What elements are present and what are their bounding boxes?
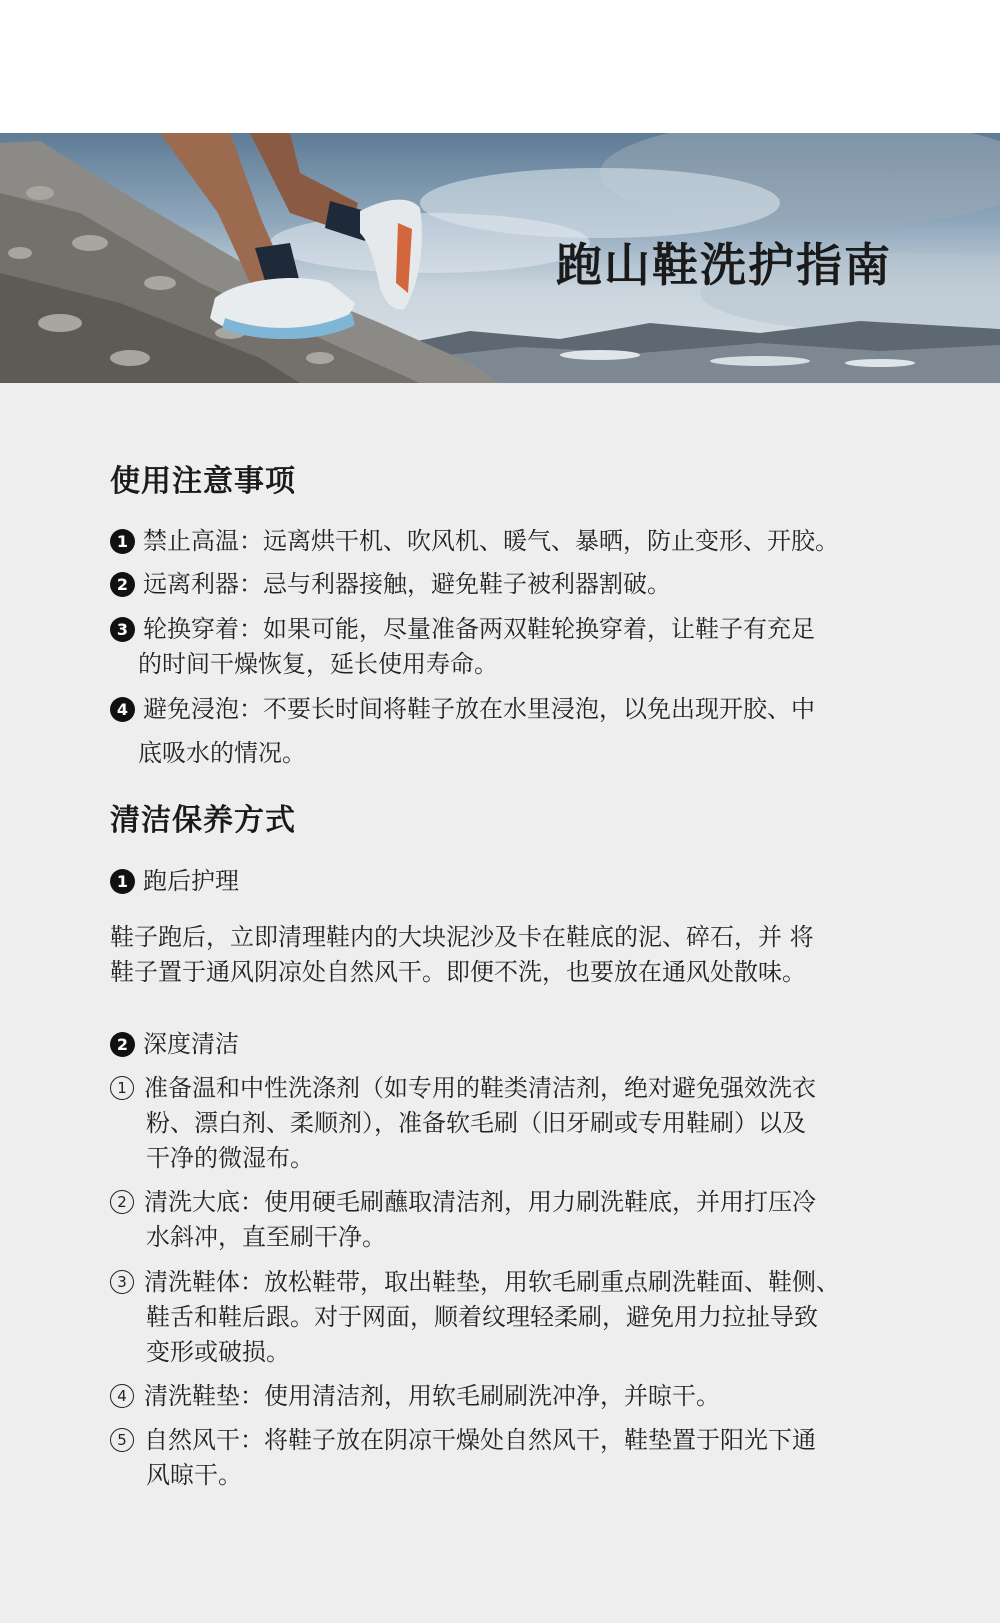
- number-badge: 1: [110, 869, 135, 894]
- usage-item-text: 忌与利器接触，避免鞋子被利器割破。: [263, 570, 671, 598]
- after-run-heading: [110, 864, 910, 899]
- deep-clean-heading: [110, 1027, 910, 1062]
- usage-item-text: 不要长时间将鞋子放在水里浸泡，以免出现开胶、中: [263, 695, 815, 723]
- deep-step-2: [110, 1185, 910, 1255]
- circled-number: 4: [110, 1384, 134, 1408]
- deep-step-text-cont: 粉、漂白剂、柔顺剂），准备软毛刷（旧牙刷或专用鞋刷）以及: [146, 1109, 806, 1137]
- deep-step-text: 清洗鞋体：放松鞋带，取出鞋垫，用软毛刷重点刷洗鞋面、鞋侧、: [144, 1268, 840, 1296]
- usage-item-label: 禁止高温：: [143, 527, 263, 555]
- usage-section-title: 使用注意事项: [110, 464, 296, 499]
- usage-item-label: 避免浸泡：: [143, 695, 263, 723]
- circled-number: 5: [110, 1428, 134, 1452]
- hero-title: 跑山鞋洗护指南: [556, 238, 892, 292]
- cleaning-section-title: 清洁保养方式: [110, 803, 296, 838]
- circled-number: 2: [110, 1190, 134, 1214]
- after-run-paragraph: [110, 920, 900, 990]
- usage-item-text: 远离烘干机、吹风机、暖气、暴晒，防止变形、开胶。: [263, 527, 839, 555]
- deep-step-text-cont: 干净的微湿布。: [146, 1144, 314, 1172]
- usage-item-label: 远离利器：: [143, 570, 263, 598]
- hero-banner: [0, 133, 1000, 383]
- after-run-line-1: 鞋子跑后，立即清理鞋内的大块泥沙及卡在鞋底的泥、碎石，并 将: [110, 923, 814, 951]
- deep-step-5: [110, 1423, 910, 1493]
- deep-step-text-cont: 鞋舌和鞋后跟。对于网面，顺着纹理轻柔刷，避免用力拉扯导致: [146, 1303, 818, 1331]
- deep-step-4: [110, 1379, 910, 1414]
- deep-step-1: [110, 1071, 910, 1176]
- usage-item-text: 如果可能，尽量准备两双鞋轮换穿着，让鞋子有充足: [263, 615, 815, 643]
- usage-item-3: [110, 612, 910, 682]
- usage-item-text-cont: 的时间干燥恢复，延长使用寿命。: [138, 650, 498, 678]
- after-run-title: 跑后护理: [143, 867, 239, 895]
- deep-step-text: 清洗鞋垫：使用清洁剂，用软毛刷刷洗冲净，并晾干。: [144, 1382, 720, 1410]
- number-badge: 1: [110, 529, 135, 554]
- deep-step-text: 准备温和中性洗涤剂（如专用的鞋类清洁剂，绝对避免强效洗衣: [144, 1074, 816, 1102]
- deep-step-text-cont: 风晾干。: [146, 1461, 242, 1489]
- deep-step-text: 自然风干：将鞋子放在阴凉干燥处自然风干，鞋垫置于阳光下通: [144, 1426, 816, 1454]
- deep-step-3: [110, 1265, 910, 1370]
- usage-item-text-cont: 底吸水的情况。: [138, 739, 306, 767]
- deep-step-text-cont: 水斜冲，直至刷干净。: [146, 1223, 386, 1251]
- number-badge: 3: [110, 617, 135, 642]
- usage-item-2: [110, 567, 910, 602]
- top-blank-area: [0, 0, 1000, 133]
- deep-step-text-cont: 变形或破损。: [146, 1338, 290, 1366]
- number-badge: 4: [110, 697, 135, 722]
- deep-step-text: 清洗大底：使用硬毛刷蘸取清洁剂，用力刷洗鞋底，并用打压冷: [144, 1188, 816, 1216]
- number-badge: 2: [110, 572, 135, 597]
- deep-clean-title: 深度清洁: [143, 1030, 239, 1058]
- number-badge: 2: [110, 1032, 135, 1057]
- circled-number: 3: [110, 1270, 134, 1294]
- circled-number: 1: [110, 1076, 134, 1100]
- usage-item-4: [110, 692, 910, 771]
- usage-item-label: 轮换穿着：: [143, 615, 263, 643]
- after-run-line-2: 鞋子置于通风阴凉处自然风干。即便不洗，也要放在通风处散味。: [110, 958, 806, 986]
- usage-item-1: [110, 524, 910, 559]
